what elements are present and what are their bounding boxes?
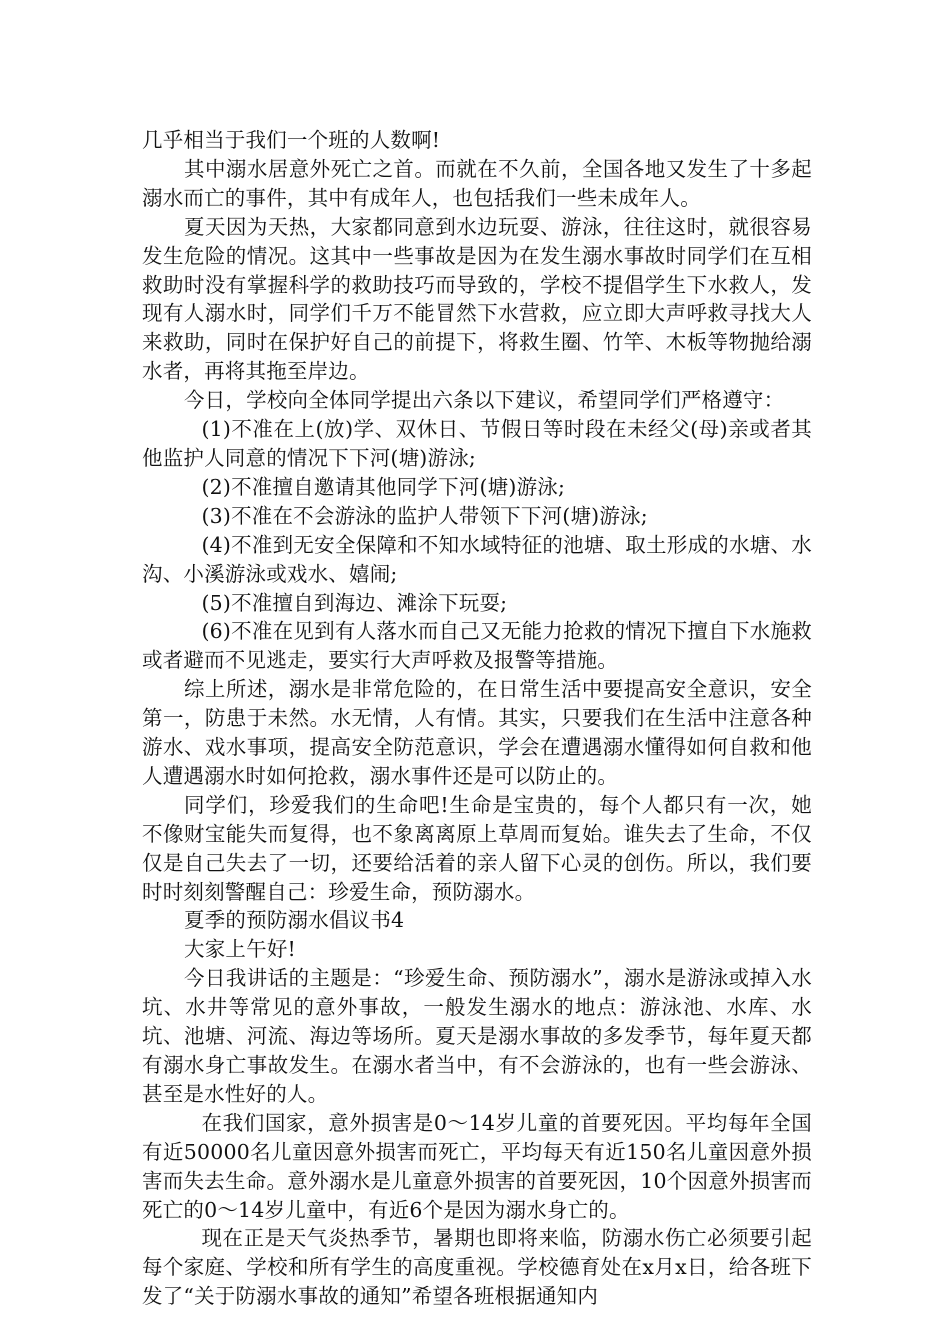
document-body: [142, 126, 812, 1311]
list-item-2: (2)不准擅自邀请其他同学下河(塘)游泳;: [201, 474, 566, 499]
list-item-1: (1)不准在上(放)学、双休日、节假日等时段在未经父(母)亲或者其他监护人同意的情况下下河(塘)游泳;: [142, 417, 812, 470]
list-item-4: (4)不准到无安全保障和不知水域特征的池塘、取土形成的水塘、水沟、小溪游泳或戏水、嬉闹;: [142, 532, 812, 586]
paragraph-8: 在我们国家，意外损害是0～14岁儿童的首要死因。平均每年全国有近50000名儿童因意外损害而死亡，平均每天有近150名儿童因意外损害而失去生命。意外溺水是儿童意外损害的首要死因，10个因意外损害而死亡的0～14岁儿童中，有近6个是因为溺水身亡的。: [142, 1110, 812, 1222]
paragraph-1: 几乎相当于我们一个班的人数啊!: [142, 128, 441, 152]
greeting: 大家上午好!: [184, 937, 296, 962]
paragraph-7: 今日我讲话的主题是：“珍爱生命、预防溺水”，溺水是游泳或掉入水坑、水井等常见的意外事故，一般发生溺水的地点：游泳池、水库、水坑、池塘、河流、海边等场所。夏天是溺水事故的多发季节，每年夏天都有溺水身亡事故发生。在溺水者当中，有不会游泳的，也有一些会游泳、甚至是水性好的人。: [142, 966, 812, 1106]
paragraph-5: 综上所述，溺水是非常危险的，在日常生活中要提高安全意识，安全第一，防患于未然。水无情，人有情。其实，只要我们在生活中注意各种游水、戏水事项，提高安全防范意识，学会在遭遇溺水懂得如何自救和他人遭遇溺水时如何抢救，溺水事件还是可以防止的。: [142, 677, 812, 788]
section-heading: 夏季的预防溺水倡议书4: [184, 908, 405, 933]
paragraph-6: 同学们，珍爱我们的生命吧!生命是宝贵的，每个人都只有一次，她不像财宝能失而复得，也不象离离原上草周而复始。谁失去了生命，不仅仅是自己失去了一切，还要给活着的亲人留下心灵的创伤。所以，我们要时时刻刻警醒自己：珍爱生命，预防溺水。: [142, 792, 812, 904]
list-item-6: (6)不准在见到有人落水而自己又无能力抢救的情况下擅自下水施救或者避而不见逃走，要实行大声呼救及报警等措施。: [142, 619, 812, 673]
paragraph-2: 其中溺水居意外死亡之首。而就在不久前，全国各地又发生了十多起溺水而亡的事件，其中有成年人，也包括我们一些未成年人。: [142, 156, 812, 210]
paragraph-3: 夏天因为天热，大家都同意到水边玩耍、游泳，往往这时，就很容易发生危险的情况。这其中一些事故是因为在发生溺水事故时同学们在互相救助时没有掌握科学的救助技巧而导致的，学校不提倡学生下水救人，发现有人溺水时，同学们千万不能冒然下水营救，应立即大声呼救寻找大人来救助，同时在保护好自己的前提下，将救生圈、竹竿、木板等物抛给溺水者，再将其拖至岸边。: [142, 214, 812, 384]
list-item-5: (5)不准擅自到海边、滩涂下玩耍;: [201, 590, 508, 615]
paragraph-9: 现在正是天气炎热季节，暑期也即将来临，防溺水伤亡必须要引起每个家庭、学校和所有学生的高度重视。学校德育处在x月x日，给各班下发了“关于防溺水事故的通知”希望各班根据通知内: [142, 1226, 812, 1309]
paragraph-4: 今日，学校向全体同学提出六条以下建议，希望同学们严格遵守：: [184, 388, 785, 413]
list-item-3: (3)不准在不会游泳的监护人带领下下河(塘)游泳;: [201, 503, 648, 528]
